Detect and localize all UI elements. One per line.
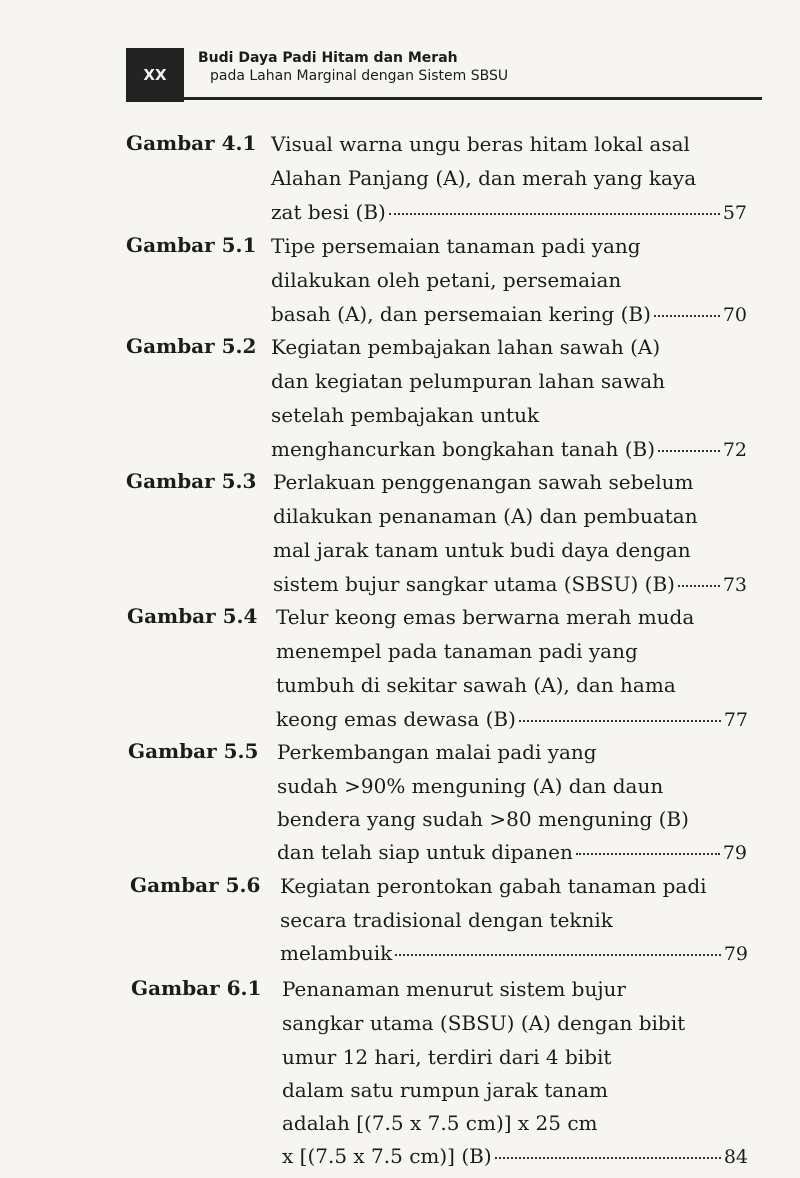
figure-caption-line: sangkar utama (SBSU) (A) dengan bibit	[282, 1011, 686, 1035]
figure-label: Gambar 5.4	[127, 604, 258, 628]
figure-label: Gambar 5.1	[126, 233, 257, 257]
leader-dots	[576, 853, 720, 855]
leader-dots	[678, 585, 720, 587]
figure-caption-line: tumbuh di sekitar sawah (A), dan hama	[276, 673, 676, 697]
figure-caption-line: Perlakuan penggenangan sawah sebelum	[273, 470, 694, 494]
figure-caption-line: keong emas dewasa (B)	[276, 707, 516, 731]
figure-caption-line: Penanaman menurut sistem bujur	[282, 977, 626, 1001]
page-reference: 77	[723, 709, 748, 731]
figure-caption-line: melambuik	[280, 941, 393, 965]
leader-dots	[654, 315, 720, 317]
figure-caption-line: dilakukan oleh petani, persemaian	[271, 268, 622, 292]
figure-caption-last-line	[276, 707, 748, 732]
figure-caption-line: adalah [(7.5 x 7.5 cm)] x 25 cm	[282, 1111, 598, 1135]
running-title-line1: Budi Daya Padi Hitam dan Merah	[198, 50, 458, 66]
figure-caption-last-line	[273, 572, 747, 597]
figure-caption-last-line	[280, 941, 748, 966]
page-reference: 72	[722, 439, 747, 461]
figure-label: Gambar 6.1	[131, 976, 262, 1000]
page-reference: 79	[723, 943, 748, 965]
figure-caption-line: Visual warna ungu beras hitam lokal asal	[271, 132, 690, 156]
figure-caption-line: sistem bujur sangkar utama (SBSU) (B)	[273, 572, 675, 596]
figure-caption-line: secara tradisional dengan teknik	[280, 908, 613, 932]
leader-dots	[658, 450, 720, 452]
figure-caption-line: Kegiatan perontokan gabah tanaman padi	[280, 874, 707, 898]
figure-caption-last-line	[282, 1144, 748, 1169]
figure-caption-line: menempel pada tanaman padi yang	[276, 639, 638, 663]
figure-caption-line: dan kegiatan pelumpuran lahan sawah	[271, 369, 666, 393]
page-number-box: XX	[126, 48, 184, 102]
figure-caption-line: mal jarak tanam untuk budi daya dengan	[273, 538, 691, 562]
figure-caption-line: setelah pembajakan untuk	[271, 403, 540, 427]
figure-caption-line: dilakukan penanaman (A) dan pembuatan	[273, 504, 698, 528]
running-title-line2: pada Lahan Marginal dengan Sistem SBSU	[210, 68, 509, 84]
figure-caption-line: dan telah siap untuk dipanen	[277, 840, 573, 864]
figure-caption-line: umur 12 hari, terdiri dari 4 bibit	[282, 1045, 612, 1069]
figure-caption-line: sudah >90% menguning (A) dan daun	[277, 774, 664, 798]
figure-caption-last-line	[271, 302, 747, 327]
figure-caption-last-line	[271, 200, 747, 225]
figure-label: Gambar 5.3	[126, 469, 257, 493]
figure-caption-line: basah (A), dan persemaian kering (B)	[271, 302, 651, 326]
leader-dots	[495, 1157, 721, 1159]
page-reference: 73	[722, 574, 747, 596]
figure-caption-line: Kegiatan pembajakan lahan sawah (A)	[271, 335, 661, 359]
leader-dots	[519, 720, 721, 722]
figure-label: Gambar 5.6	[130, 873, 261, 897]
leader-dots	[389, 213, 720, 215]
leader-dots	[395, 954, 721, 956]
figure-caption-line: Perkembangan malai padi yang	[277, 740, 597, 764]
page-reference: 84	[723, 1146, 748, 1168]
figure-label: Gambar 5.5	[128, 739, 259, 763]
page-reference: 79	[722, 842, 747, 864]
page-reference: 70	[722, 304, 747, 326]
header-rule	[184, 97, 762, 100]
figure-caption-line: zat besi (B)	[271, 200, 386, 224]
figure-caption-line: x [(7.5 x 7.5 cm)] (B)	[282, 1144, 492, 1168]
figure-caption-line: menghancurkan bongkahan tanah (B)	[271, 437, 656, 461]
figure-caption-last-line	[271, 437, 747, 462]
figure-caption-line: Tipe persemaian tanaman padi yang	[271, 234, 641, 258]
figure-caption-line: dalam satu rumpun jarak tanam	[282, 1078, 608, 1102]
figure-caption-line: Telur keong emas berwarna merah muda	[276, 605, 695, 629]
figure-label: Gambar 5.2	[126, 334, 257, 358]
figure-caption-last-line	[277, 840, 747, 865]
figure-caption-line: Alahan Panjang (A), dan merah yang kaya	[271, 166, 697, 190]
page-header	[0, 0, 800, 110]
figure-caption-line: bendera yang sudah >80 menguning (B)	[277, 807, 689, 831]
page-reference: 57	[722, 202, 747, 224]
figure-label: Gambar 4.1	[126, 131, 257, 155]
